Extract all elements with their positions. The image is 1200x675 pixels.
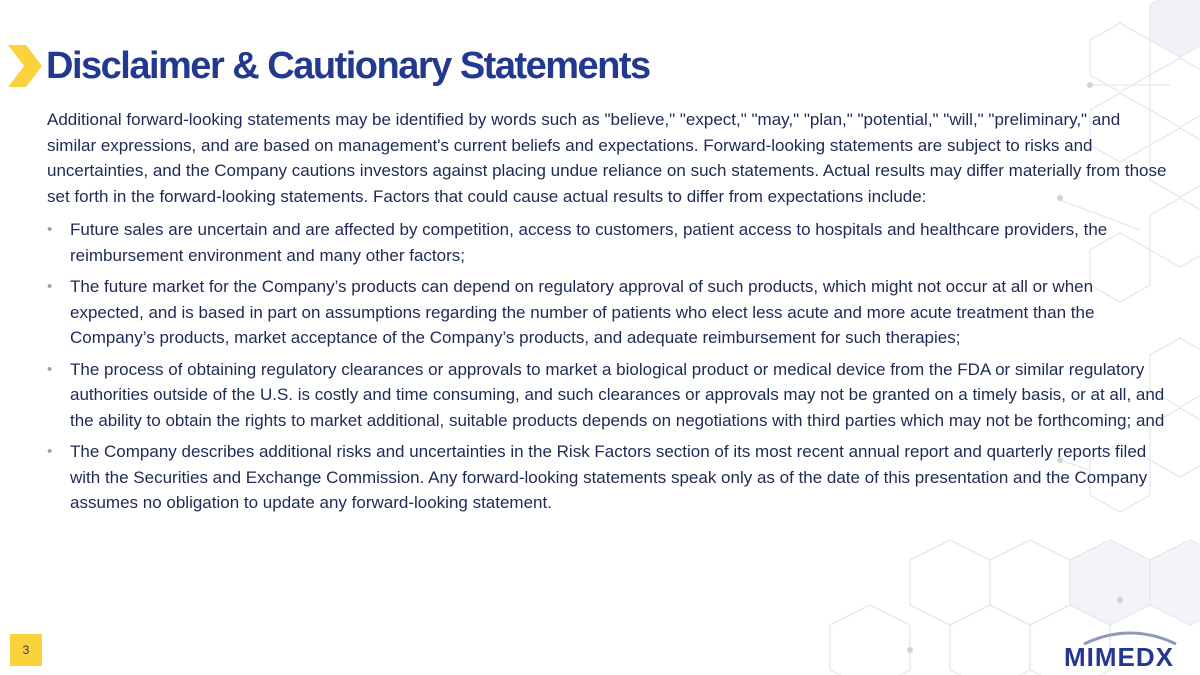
page-number-badge bbox=[10, 634, 42, 666]
list-item-text: Future sales are uncertain and are affected by competition, access to customers, patient access to hospitals and healthcare providers, the reimbursement environment and many other factors; bbox=[70, 220, 1108, 265]
bullet-icon: • bbox=[47, 221, 53, 238]
list-item-text: The process of obtaining regulatory clearances or approvals to market a biological product or medical device from the FDA or similar regulatory authorities outside of the U.S. is costly and time consuming, and such clearances or approvals may not be granted on a timely basis, or at all, and the ability to obtain the rights to market additional, suitable products depends on negotiations with third parties which may not be forthcoming; and bbox=[70, 359, 1165, 430]
company-logo bbox=[1060, 628, 1188, 672]
list-item bbox=[47, 439, 1167, 516]
list-item-text: The future market for the Company’s products can depend on regulatory approval of such products, which might not occur at all or when expected, and is based in part on assumptions regarding the number of patients who elect less acute and more acute treatment than the Company’s products, market acceptance of the Company’s products, and adequate reimbursement for such therapies; bbox=[70, 277, 1095, 347]
bullet-icon: • bbox=[47, 443, 53, 460]
list-item-text: The Company describes additional risks and uncertainties in the Risk Factors section of its most recent annual report and quarterly reports filed with the Securities and Exchange Commission. Any forward-looking statements speak only as of the date of this presentation and the Company assumes no obligation to update any forward-looking statement. bbox=[70, 442, 1148, 512]
bullet-icon: • bbox=[47, 278, 53, 295]
risk-factor-list bbox=[47, 217, 1167, 516]
page-number: 3 bbox=[22, 643, 30, 657]
bullet-icon: • bbox=[47, 360, 53, 378]
list-item bbox=[47, 357, 1167, 434]
list-item bbox=[47, 274, 1167, 351]
disclaimer-body bbox=[47, 107, 1167, 522]
page-title: Disclaimer & Cautionary Statements bbox=[46, 45, 650, 87]
title-chevron-icon bbox=[8, 45, 42, 87]
list-item bbox=[47, 217, 1167, 268]
logo-wordmark: MIMEDX bbox=[1064, 642, 1174, 672]
intro-paragraph: Additional forward-looking statements may be identified by words such as "believe," "expect," "may," "plan," "potential," "will," "preliminary," and similar expressions, and are based on management's current beliefs and expectations. Forward-looking statements are subject to risks and uncertainties, and the Company cautions investors against placing undue reliance on such statements. Actual results may differ materially from those set forth in the forward-looking statements. Factors that could cause actual results to differ from expectations include: bbox=[47, 110, 1167, 206]
